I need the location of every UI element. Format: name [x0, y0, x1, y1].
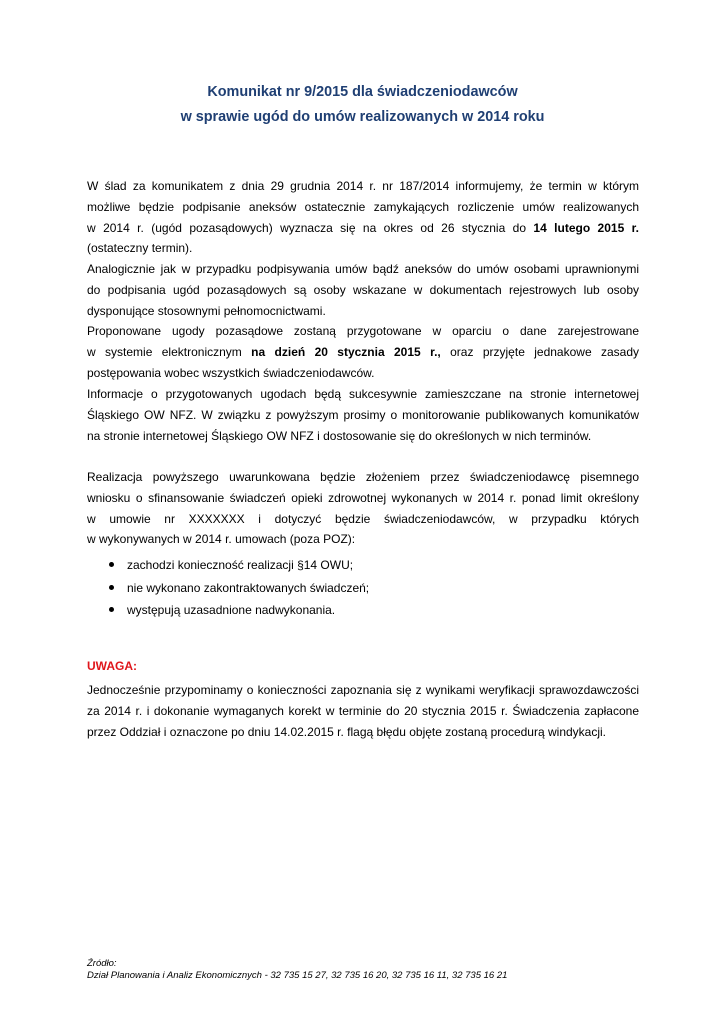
paragraph-conditions: [87, 467, 639, 550]
text-line: w umowie nr XXXXXXX i dotyczyć będzie świadczeniodawców, w przypadku których: [87, 511, 639, 526]
list-item: [87, 599, 369, 622]
text-line: [87, 218, 639, 239]
bullet-icon: [109, 585, 114, 590]
source-label: Źródło:: [87, 958, 117, 969]
list-item-text: zachodzi konieczność realizacji §14 OWU;: [127, 558, 354, 572]
text-line: Informacje o przygotowanych ugodach będą sukcesywnie zamieszczane na stronie internetowej: [87, 387, 639, 401]
text-span: w systemie elektronicznym: [87, 344, 252, 359]
cutoff-date: na dzień 20 stycznia 2015 r.,: [251, 344, 441, 359]
text-line: Śląskiego OW NFZ. W związku z powyższym prosimy o monitorowanie publikowanych komunikatów: [87, 407, 639, 422]
source-contact: Dział Planowania i Analiz Ekonomicznych - 32 735 15 27, 32 735 16 20, 32 735 16 11, 32 735 16 21: [87, 970, 508, 981]
list-item-text: występują uzasadnione nadwykonania.: [127, 603, 336, 617]
text-line: przez Oddział i oznaczone po dniu 14.02.2015 r. flagą błędu objęte zostaną procedurą windykacji.: [87, 724, 607, 739]
paragraph-signatories: [87, 259, 639, 321]
document-title: Komunikat nr 9/2015 dla świadczeniodawców: [207, 84, 518, 100]
text-line: Analogicznie jak w przypadku podpisywania umów bądź aneksów do umów osobami uprawnionymi: [87, 262, 639, 276]
warning-label: UWAGA:: [87, 659, 137, 673]
paragraph-deadline: [87, 176, 639, 259]
paragraph-settlements: [87, 321, 639, 383]
text-line: W ślad za komunikatem z dnia 29 grudnia 2014 r. nr 187/2014 informujemy, że termin w którym: [87, 179, 639, 193]
document-subtitle: w sprawie ugód do umów realizowanych w 2014 roku: [180, 109, 545, 125]
deadline-date: 14 lutego 2015 r.: [533, 220, 639, 235]
text-line: Jednocześnie przypominamy o konieczności zapoznania się z wynikami weryfikacji sprawozdawczości: [87, 683, 639, 697]
text-line: [87, 342, 639, 363]
list-item-text: nie wykonano zakontraktowanych świadczeń;: [127, 580, 370, 595]
text-line: postępowania wobec wszystkich świadczeniodawców.: [87, 365, 375, 380]
paragraph-information: [87, 384, 639, 446]
paragraph-warning: [87, 680, 639, 742]
text-line: w wykonywanych w 2014 r. umowach (poza POZ):: [87, 532, 356, 547]
text-line: dysponujące stosownymi pełnomocnictwami.: [87, 303, 326, 318]
bullet-icon: [109, 607, 114, 612]
text-line: na stronie internetowej Śląskiego OW NFZ i dostosowanie się do określonych w nich terminów.: [87, 428, 592, 443]
text-span: w 2014 r. (ugód pozasądowych) wyznacza się na okres od 26 stycznia do: [87, 220, 534, 235]
text-line: za 2014 r. i dokonanie wymaganych korekt w terminie do 20 stycznia 2015 r. Świadczenia zapłacone: [87, 703, 639, 718]
text-span: oraz przyjęte jednakowe zasady: [440, 344, 640, 359]
list-item: [87, 577, 369, 600]
text-line: (ostateczny termin).: [87, 241, 193, 256]
text-line: wniosku o sfinansowanie świadczeń opieki zdrowotnej wykonanych w 2014 r. ponad limit określony: [87, 490, 639, 505]
text-line: Realizacja powyższego uwarunkowana będzie złożeniem przez świadczeniodawcę pisemnego: [87, 470, 639, 484]
text-line: możliwe będzie podpisanie aneksów ostatecznie zamykających rozliczenie umów realizowanych: [87, 199, 639, 214]
text-line: do podpisania ugód pozasądowych są osoby wskazane w dokumentach rejestrowych lub osoby: [87, 282, 639, 297]
list-item: [87, 554, 369, 577]
text-line: Proponowane ugody pozasądowe zostaną przygotowane w oparciu o dane zarejestrowane: [87, 324, 639, 338]
bullet-icon: [109, 562, 114, 567]
conditions-list: [87, 554, 369, 622]
